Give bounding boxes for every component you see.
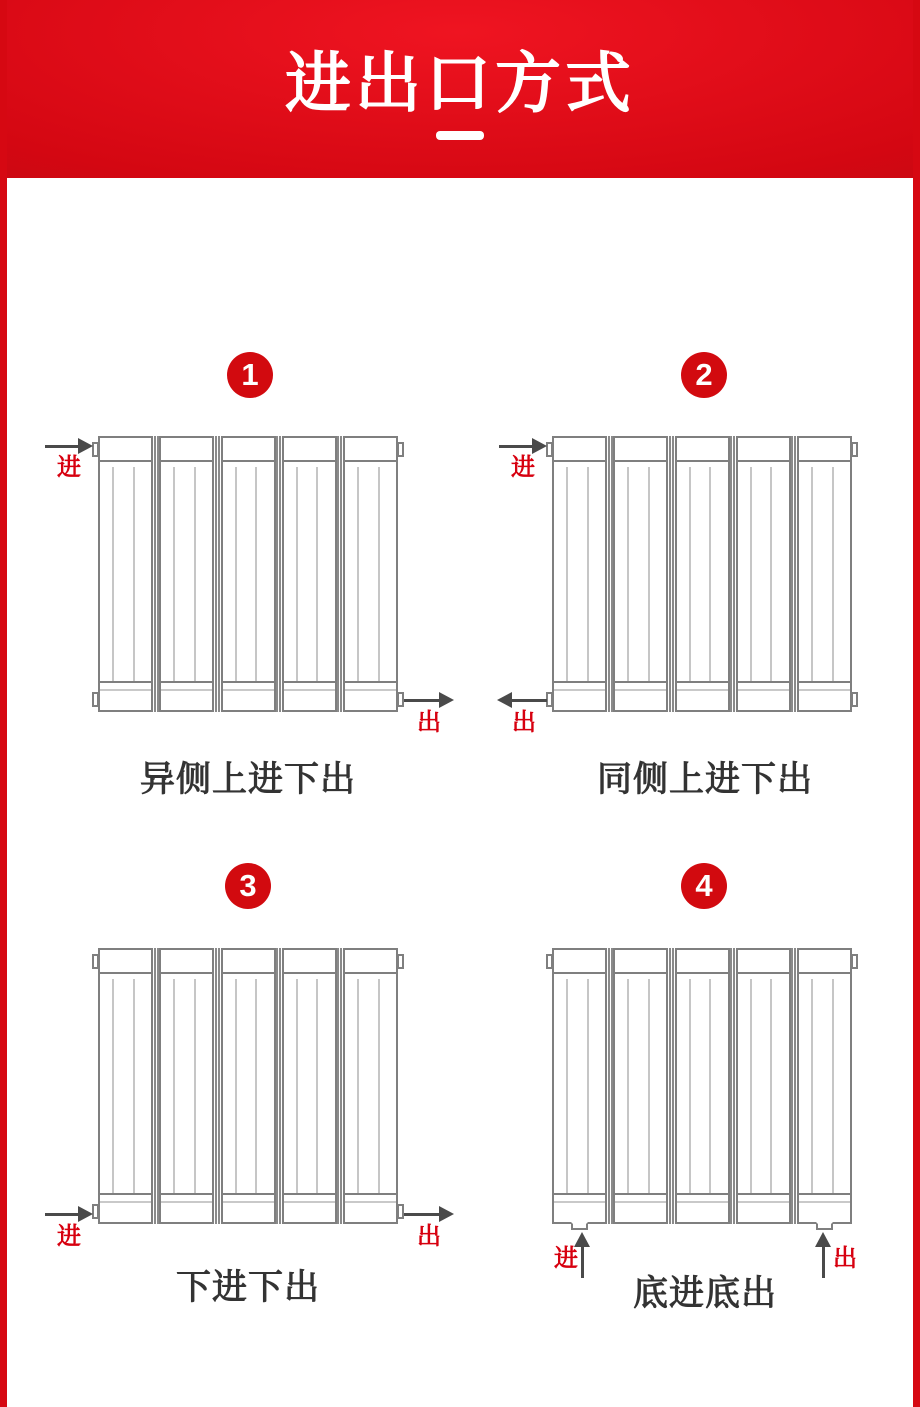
- arrow-shaft: [45, 445, 81, 448]
- diagram-1-inlet-label: 进: [57, 454, 81, 481]
- diagram-3-inlet-arrow: [45, 1206, 93, 1222]
- footer-inner-line: [799, 689, 850, 691]
- section-footer-box: [221, 1195, 276, 1224]
- section-tube-line: [357, 979, 359, 1193]
- section-body: [221, 462, 276, 683]
- pipe-nub: [571, 1222, 588, 1230]
- footer-inner-line: [738, 689, 789, 691]
- radiator-section: [797, 948, 852, 1224]
- section-tube-line: [587, 467, 589, 681]
- section-body: [613, 974, 668, 1195]
- radiator-section: [613, 948, 668, 1224]
- pipe-tab: [546, 442, 553, 457]
- section-tube-line: [194, 467, 196, 681]
- section-footer-box: [98, 1195, 153, 1224]
- radiator-section: [675, 948, 730, 1224]
- arrow-head: [815, 1232, 831, 1247]
- section-tube-line: [770, 467, 772, 681]
- radiator-connector: [730, 436, 735, 712]
- section-body: [343, 974, 398, 1195]
- footer-inner-line: [223, 689, 274, 691]
- pipe-tab: [92, 1204, 99, 1219]
- section-footer-box: [282, 683, 337, 712]
- footer-inner-line: [223, 1201, 274, 1203]
- section-body: [282, 462, 337, 683]
- section-tube-line: [235, 467, 237, 681]
- section-tube-line: [173, 467, 175, 681]
- section-tube-line: [709, 467, 711, 681]
- radiator-connector: [608, 436, 613, 712]
- pipe-tab: [851, 692, 858, 707]
- section-footer-box: [221, 683, 276, 712]
- radiator-connector: [154, 948, 159, 1224]
- radiator-connector: [215, 948, 220, 1224]
- radiator-section: [98, 436, 153, 712]
- footer-inner-line: [554, 689, 605, 691]
- section-body: [343, 462, 398, 683]
- radiator-section: [221, 948, 276, 1224]
- footer-inner-line: [615, 689, 666, 691]
- diagram-2-number-badge: 2: [681, 352, 727, 398]
- pipe-tab: [397, 442, 404, 457]
- footer-inner-line: [615, 1201, 666, 1203]
- radiator-connector: [337, 436, 342, 712]
- section-tube-line: [709, 979, 711, 1193]
- section-header-box: [736, 948, 791, 974]
- arrow-head: [497, 692, 512, 708]
- diagram-1-outlet-label: 出: [417, 709, 441, 736]
- section-header-box: [613, 948, 668, 974]
- section-tube-line: [316, 467, 318, 681]
- diagram-4-radiator: [552, 948, 852, 1224]
- radiator-section: [675, 436, 730, 712]
- radiator-connector: [791, 436, 796, 712]
- section-tube-line: [133, 467, 135, 681]
- radiator-section: [282, 436, 337, 712]
- section-header-box: [98, 948, 153, 974]
- radiator-connector: [276, 436, 281, 712]
- section-body: [552, 974, 607, 1195]
- section-tube-line: [112, 467, 114, 681]
- pipe-tab: [92, 692, 99, 707]
- pipe-nub: [816, 1222, 833, 1230]
- section-header-box: [282, 436, 337, 462]
- radiator-section: [98, 948, 153, 1224]
- radiator-section: [736, 948, 791, 1224]
- diagram-1-number-badge: 1: [227, 352, 273, 398]
- diagram-2-radiator: [552, 436, 852, 712]
- section-tube-line: [173, 979, 175, 1193]
- section-body: [675, 462, 730, 683]
- section-tube-line: [255, 979, 257, 1193]
- diagram-4-number-badge: 4: [681, 863, 727, 909]
- diagram-1-inlet-arrow: [45, 438, 93, 454]
- section-footer-box: [159, 1195, 214, 1224]
- section-footer-box: [343, 683, 398, 712]
- section-footer-box: [797, 683, 852, 712]
- section-tube-line: [811, 979, 813, 1193]
- section-header-box: [343, 948, 398, 974]
- section-tube-line: [627, 467, 629, 681]
- pipe-tab: [397, 954, 404, 969]
- section-footer-box: [736, 1195, 791, 1224]
- section-tube-line: [750, 467, 752, 681]
- footer-inner-line: [345, 1201, 396, 1203]
- section-body: [221, 974, 276, 1195]
- diagram-1-radiator: [98, 436, 398, 712]
- section-tube-line: [648, 979, 650, 1193]
- radiator-connector: [730, 948, 735, 1224]
- arrow-head: [439, 1206, 454, 1222]
- section-header-box: [282, 948, 337, 974]
- diagram-3-number-badge: 3: [225, 863, 271, 909]
- section-tube-line: [112, 979, 114, 1193]
- section-header-box: [797, 436, 852, 462]
- section-tube-line: [648, 467, 650, 681]
- footer-inner-line: [677, 689, 728, 691]
- section-body: [736, 974, 791, 1195]
- section-tube-line: [689, 467, 691, 681]
- section-header-box: [675, 948, 730, 974]
- footer-inner-line: [554, 1201, 605, 1203]
- radiator-section: [343, 436, 398, 712]
- section-tube-line: [832, 979, 834, 1193]
- radiator-section: [343, 948, 398, 1224]
- section-header-box: [675, 436, 730, 462]
- pipe-tab: [546, 954, 553, 969]
- section-body: [736, 462, 791, 683]
- section-tube-line: [194, 979, 196, 1193]
- radiator-connector: [215, 436, 220, 712]
- section-footer-box: [343, 1195, 398, 1224]
- pipe-tab: [851, 954, 858, 969]
- section-footer-box: [282, 1195, 337, 1224]
- section-body: [282, 974, 337, 1195]
- section-body: [98, 462, 153, 683]
- arrow-head: [78, 438, 93, 454]
- arrow-head: [532, 438, 547, 454]
- section-tube-line: [235, 979, 237, 1193]
- section-header-box: [613, 436, 668, 462]
- radiator-section: [159, 948, 214, 1224]
- pipe-tab: [92, 954, 99, 969]
- arrow-shaft: [509, 699, 547, 702]
- footer-inner-line: [100, 1201, 151, 1203]
- radiator-connector: [669, 436, 674, 712]
- section-body: [613, 462, 668, 683]
- diagram-2-outlet-arrow: [497, 692, 547, 708]
- footer-inner-line: [100, 689, 151, 691]
- section-footer-box: [552, 683, 607, 712]
- title-underline-dash: [436, 131, 484, 140]
- section-footer-box: [159, 683, 214, 712]
- right-border-stripe: [913, 0, 920, 1407]
- section-header-box: [797, 948, 852, 974]
- radiator-section: [613, 436, 668, 712]
- radiator-section: [221, 436, 276, 712]
- section-header-box: [98, 436, 153, 462]
- radiator-connector: [154, 436, 159, 712]
- section-header-box: [343, 436, 398, 462]
- section-tube-line: [689, 979, 691, 1193]
- radiator-connector: [791, 948, 796, 1224]
- diagram-3-outlet-arrow: [404, 1206, 454, 1222]
- section-tube-line: [133, 979, 135, 1193]
- footer-inner-line: [161, 1201, 212, 1203]
- section-tube-line: [627, 979, 629, 1193]
- section-header-box: [221, 948, 276, 974]
- title-banner: [7, 0, 913, 178]
- section-footer-box: [797, 1195, 852, 1224]
- section-body: [98, 974, 153, 1195]
- section-footer-box: [675, 1195, 730, 1224]
- pipe-tab: [397, 1204, 404, 1219]
- section-body: [797, 974, 852, 1195]
- diagram-4-caption: 底进底出: [632, 1274, 777, 1313]
- radiator-connector: [669, 948, 674, 1224]
- section-tube-line: [378, 979, 380, 1193]
- diagram-2-inlet-arrow: [499, 438, 547, 454]
- footer-inner-line: [738, 1201, 789, 1203]
- radiator-section: [552, 436, 607, 712]
- section-tube-line: [770, 979, 772, 1193]
- diagram-2-inlet-label: 进: [511, 454, 535, 481]
- diagram-2-outlet-label: 出: [512, 709, 536, 736]
- section-tube-line: [296, 979, 298, 1193]
- radiator-connector: [337, 948, 342, 1224]
- section-tube-line: [811, 467, 813, 681]
- radiator-section: [282, 948, 337, 1224]
- section-body: [797, 462, 852, 683]
- radiator-section: [159, 436, 214, 712]
- diagram-2-caption: 同侧上进下出: [596, 760, 813, 799]
- section-tube-line: [832, 467, 834, 681]
- arrow-shaft: [499, 445, 535, 448]
- radiator-section: [736, 436, 791, 712]
- arrow-shaft: [404, 699, 442, 702]
- section-body: [552, 462, 607, 683]
- arrow-head: [78, 1206, 93, 1222]
- section-header-box: [221, 436, 276, 462]
- footer-inner-line: [799, 1201, 850, 1203]
- section-tube-line: [316, 979, 318, 1193]
- section-footer-box: [552, 1195, 607, 1224]
- footer-inner-line: [284, 689, 335, 691]
- footer-inner-line: [677, 1201, 728, 1203]
- arrow-shaft: [404, 1213, 442, 1216]
- diagram-3-radiator: [98, 948, 398, 1224]
- left-border-stripe: [0, 0, 7, 1407]
- section-tube-line: [255, 467, 257, 681]
- section-tube-line: [378, 467, 380, 681]
- section-footer-box: [613, 1195, 668, 1224]
- section-body: [159, 462, 214, 683]
- section-tube-line: [296, 467, 298, 681]
- section-tube-line: [357, 467, 359, 681]
- arrow-shaft: [45, 1213, 81, 1216]
- section-header-box: [736, 436, 791, 462]
- footer-inner-line: [345, 689, 396, 691]
- pipe-tab: [397, 692, 404, 707]
- diagram-3-caption: 下进下出: [175, 1268, 320, 1307]
- diagram-4-outlet-label: 出: [833, 1245, 857, 1272]
- section-tube-line: [750, 979, 752, 1193]
- section-tube-line: [566, 979, 568, 1193]
- section-header-box: [552, 436, 607, 462]
- diagram-3-outlet-label: 出: [417, 1223, 441, 1250]
- section-footer-box: [736, 683, 791, 712]
- footer-inner-line: [284, 1201, 335, 1203]
- radiator-section: [797, 436, 852, 712]
- section-footer-box: [675, 683, 730, 712]
- section-body: [159, 974, 214, 1195]
- section-tube-line: [587, 979, 589, 1193]
- page-title: 进出口方式: [285, 46, 635, 120]
- section-tube-line: [566, 467, 568, 681]
- section-body: [675, 974, 730, 1195]
- radiator-section: [552, 948, 607, 1224]
- pipe-tab: [92, 442, 99, 457]
- diagram-4-inlet-label: 进: [554, 1245, 578, 1272]
- pipe-tab: [851, 442, 858, 457]
- diagram-3-inlet-label: 进: [57, 1223, 81, 1250]
- arrow-head: [439, 692, 454, 708]
- radiator-connector: [608, 948, 613, 1224]
- footer-inner-line: [161, 689, 212, 691]
- section-header-box: [159, 436, 214, 462]
- section-footer-box: [98, 683, 153, 712]
- section-header-box: [159, 948, 214, 974]
- radiator-connector: [276, 948, 281, 1224]
- pipe-tab: [546, 692, 553, 707]
- section-header-box: [552, 948, 607, 974]
- section-footer-box: [613, 683, 668, 712]
- diagram-1-outlet-arrow: [404, 692, 454, 708]
- diagram-1-caption: 异侧上进下出: [139, 760, 356, 799]
